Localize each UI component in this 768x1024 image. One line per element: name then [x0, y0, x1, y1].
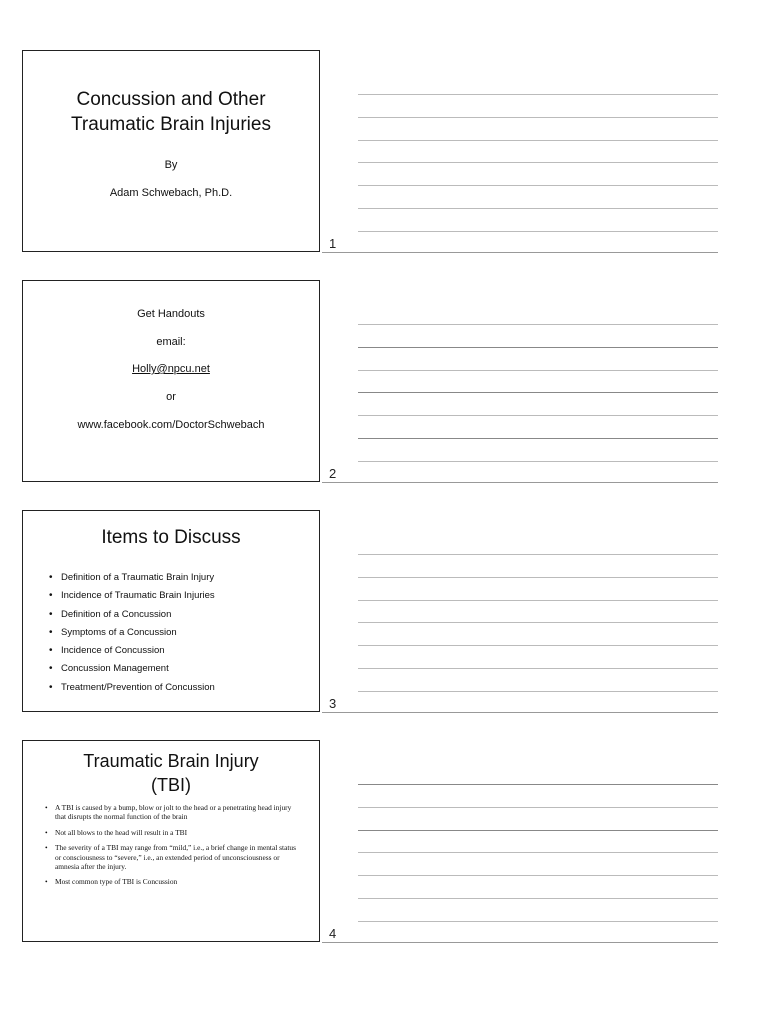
- slide-4-number: 4: [329, 926, 337, 941]
- notes-baseline-1: [322, 252, 718, 253]
- slide-1-title-line1: Concussion and Other: [76, 89, 266, 110]
- slide-3-bullet-list: [51, 569, 215, 697]
- list-item: • The severity of a TBI may range from “mild,” i.e., a brief change in mental status or consciousness to “severe,” i.e., an extended period of unconsciousness or amnesia after the injury.: [45, 843, 303, 871]
- slide-2-get-handouts: Get Handouts: [137, 308, 205, 320]
- list-item: • Definition of a Concussion: [51, 606, 215, 624]
- slide-3: [22, 510, 320, 712]
- slide-2-or: or: [166, 391, 176, 403]
- list-item: • Most common type of TBI is Concussion: [45, 877, 303, 886]
- list-item: • Concussion Management: [51, 660, 215, 678]
- notes-baseline-2: [322, 482, 718, 483]
- notes-lines-4: [358, 784, 718, 944]
- notes-lines-3: [358, 554, 718, 714]
- notes-lines-1: [358, 94, 718, 254]
- slide-3-title: Items to Discuss: [101, 527, 241, 548]
- notes-baseline-3: [322, 712, 718, 713]
- slide-1-number: 1: [329, 236, 337, 251]
- slide-1-author: Adam Schwebach, Ph.D.: [109, 187, 233, 199]
- slide-1-title-line2: Traumatic Brain Injuries: [71, 114, 271, 135]
- slide-1-title: [23, 87, 319, 137]
- list-item: • Incidence of Concussion: [51, 642, 215, 660]
- list-item: • A TBI is caused by a bump, blow or jolt to the head or a penetrating head injury that disrupts the normal function of the brain: [45, 803, 303, 822]
- slide-4-bullet-list: [45, 803, 303, 893]
- notes-lines-2: [358, 324, 718, 484]
- slide-2: [22, 280, 320, 482]
- list-item: • Treatment/Prevention of Concussion: [51, 679, 215, 697]
- slide-4-title: [23, 749, 319, 797]
- list-item: • Incidence of Traumatic Brain Injuries: [51, 587, 215, 605]
- list-item: • Symptoms of a Concussion: [51, 624, 215, 642]
- list-item: • Not all blows to the head will result in a TBI: [45, 828, 303, 837]
- slide-2-email-link[interactable]: Holly@npcu.net: [132, 363, 210, 375]
- slide-1-by: By: [164, 159, 178, 171]
- slide-1: [22, 50, 320, 252]
- slide-4-title-line1: Traumatic Brain Injury: [83, 751, 259, 771]
- slide-4-title-line2: (TBI): [151, 775, 191, 795]
- slide-3-number: 3: [329, 696, 337, 711]
- slide-2-email-label: email:: [156, 336, 186, 348]
- slide-2-number: 2: [329, 466, 337, 481]
- list-item: • Definition of a Traumatic Brain Injury: [51, 569, 215, 587]
- slide-2-facebook-url: www.facebook.com/DoctorSchwebach: [77, 419, 265, 431]
- notes-baseline-4: [322, 942, 718, 943]
- slide-4: [22, 740, 320, 942]
